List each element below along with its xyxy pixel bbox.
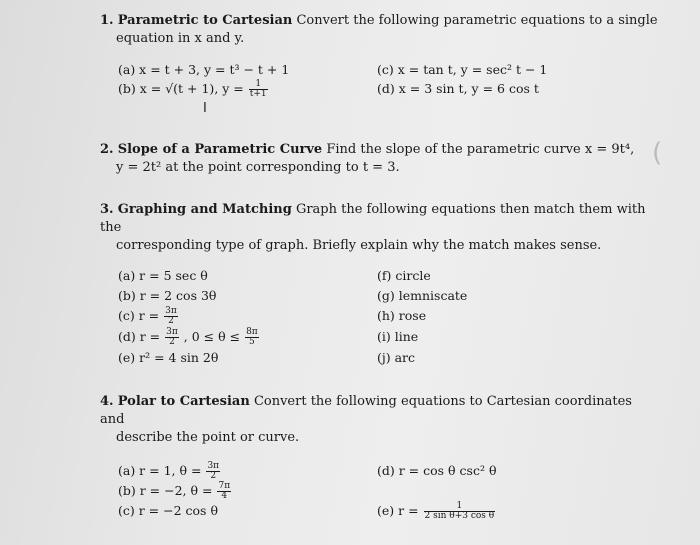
problem-4-items — [100, 461, 660, 521]
problem-3-item-d-fraction2 — [245, 328, 259, 347]
problem-1-item-c: (c) x = tan t, y = sec² t − 1 — [377, 62, 548, 77]
fraction-denominator: 2 — [210, 471, 217, 481]
problem-4-item-c: (c) r = −2 cos θ — [118, 503, 218, 518]
problem-4-item-b — [118, 481, 232, 501]
problem-2 — [100, 141, 660, 177]
problem-1-title: Parametric to Cartesian — [117, 13, 293, 28]
problem-3-item-f: (f) circle — [377, 268, 431, 283]
problem-1-item-b — [118, 79, 269, 99]
problem-4-item-e — [377, 501, 496, 521]
problem-3-item-d-lead: (d) r = — [118, 329, 161, 344]
problem-4-item-e-fraction — [424, 502, 496, 521]
problem-2-heading — [100, 141, 660, 159]
fraction-numerator: 7π — [218, 481, 231, 491]
problem-4-item-a-lead: (a) r = 1, θ = — [118, 463, 202, 478]
problem-3-item-d-fraction — [165, 328, 179, 347]
problem-1-heading — [100, 12, 660, 30]
problem-3-item-c-lead: (c) r = — [118, 308, 160, 323]
problem-4-item-b-lead: (b) r = −2, θ = — [118, 483, 213, 498]
problem-4-number: 4. — [100, 394, 114, 409]
fraction-denominator: 4 — [221, 491, 228, 501]
problem-3-item-g: (g) lemniscate — [377, 288, 468, 303]
fraction-numerator: 8π — [246, 327, 258, 337]
problem-4-title: Polar to Cartesian — [117, 394, 250, 409]
problem-3-item-a: (a) r = 5 sec θ — [118, 268, 208, 283]
problem-1-item-d: (d) x = 3 sin t, y = 6 cos t — [377, 81, 539, 96]
problem-1-items — [100, 60, 660, 102]
problem-2-number: 2. — [100, 142, 114, 157]
problem-2-text-line1: Find the slope of the parametric curve x = 9t⁴, — [326, 142, 635, 157]
paren-mark-icon: ( — [652, 138, 663, 168]
problem-1-number: 1. — [100, 13, 114, 28]
problem-4-heading — [100, 393, 660, 429]
problem-4-item-a — [118, 461, 221, 481]
problem-3 — [100, 201, 660, 366]
problem-3-item-c-fraction — [164, 307, 178, 326]
fraction-numerator: 3π — [207, 461, 220, 471]
problem-3-items — [100, 266, 660, 366]
problem-3-item-e: (e) r² = 4 sin 2θ — [118, 350, 219, 365]
problem-4-text-line2: describe the point or curve. — [116, 430, 300, 445]
problem-3-number: 3. — [100, 202, 114, 217]
fraction-numerator: 1 — [424, 502, 496, 512]
problem-4-item-a-fraction — [206, 462, 220, 481]
problem-3-item-j: (j) arc — [377, 350, 416, 365]
problem-3-text-line1: Graph the following equations then match them with the — [100, 202, 646, 235]
problem-1 — [100, 12, 660, 102]
problem-4 — [100, 393, 660, 521]
fraction-numerator: 1 — [249, 80, 268, 90]
problem-4-item-e-lead: (e) r = — [377, 503, 419, 518]
problem-3-title: Graphing and Matching — [117, 202, 292, 217]
problem-1-item-a: (a) x = t + 3, y = t³ − t + 1 — [118, 62, 290, 77]
problem-3-item-d-mid: , 0 ≤ θ ≤ — [183, 329, 241, 344]
fraction-denominator: t+1 — [249, 89, 267, 99]
fraction-denominator: 2 sin θ+3 cos θ — [424, 511, 495, 521]
problem-4-text-line1: Convert the following equations to Cartesian coordinates and — [100, 394, 632, 427]
fraction-denominator: 5 — [249, 337, 255, 347]
problem-2-title: Slope of a Parametric Curve — [117, 142, 323, 157]
problem-1-text-line1: Convert the following parametric equations to a single — [296, 13, 658, 28]
problem-3-item-b: (b) r = 2 cos 3θ — [118, 288, 217, 303]
problem-3-text-line2: corresponding type of graph. Briefly explain why the match makes sense. — [116, 238, 602, 253]
problem-3-item-c — [118, 306, 179, 326]
problem-4-item-d: (d) r = cos θ csc² θ — [377, 463, 497, 478]
problem-3-item-h: (h) rose — [377, 308, 427, 323]
fraction-numerator: 3π — [165, 306, 177, 316]
problem-1-item-b-fraction — [249, 80, 268, 99]
problem-1-item-b-lead: (b) x = √(t + 1), y = — [118, 81, 244, 96]
problem-2-text-line2: y = 2t² at the point corresponding to t = 3. — [116, 160, 400, 175]
problem-1-text-line2: equation in x and y. — [116, 31, 245, 46]
text-cursor-icon: Ι — [203, 101, 207, 116]
problem-3-item-i: (i) line — [377, 329, 419, 344]
fraction-denominator: 2 — [168, 316, 174, 326]
problem-3-heading — [100, 201, 660, 237]
fraction-denominator: 2 — [169, 337, 175, 347]
fraction-numerator: 3π — [166, 327, 178, 337]
problem-4-item-b-fraction — [217, 482, 231, 501]
problem-3-item-d — [118, 327, 260, 347]
